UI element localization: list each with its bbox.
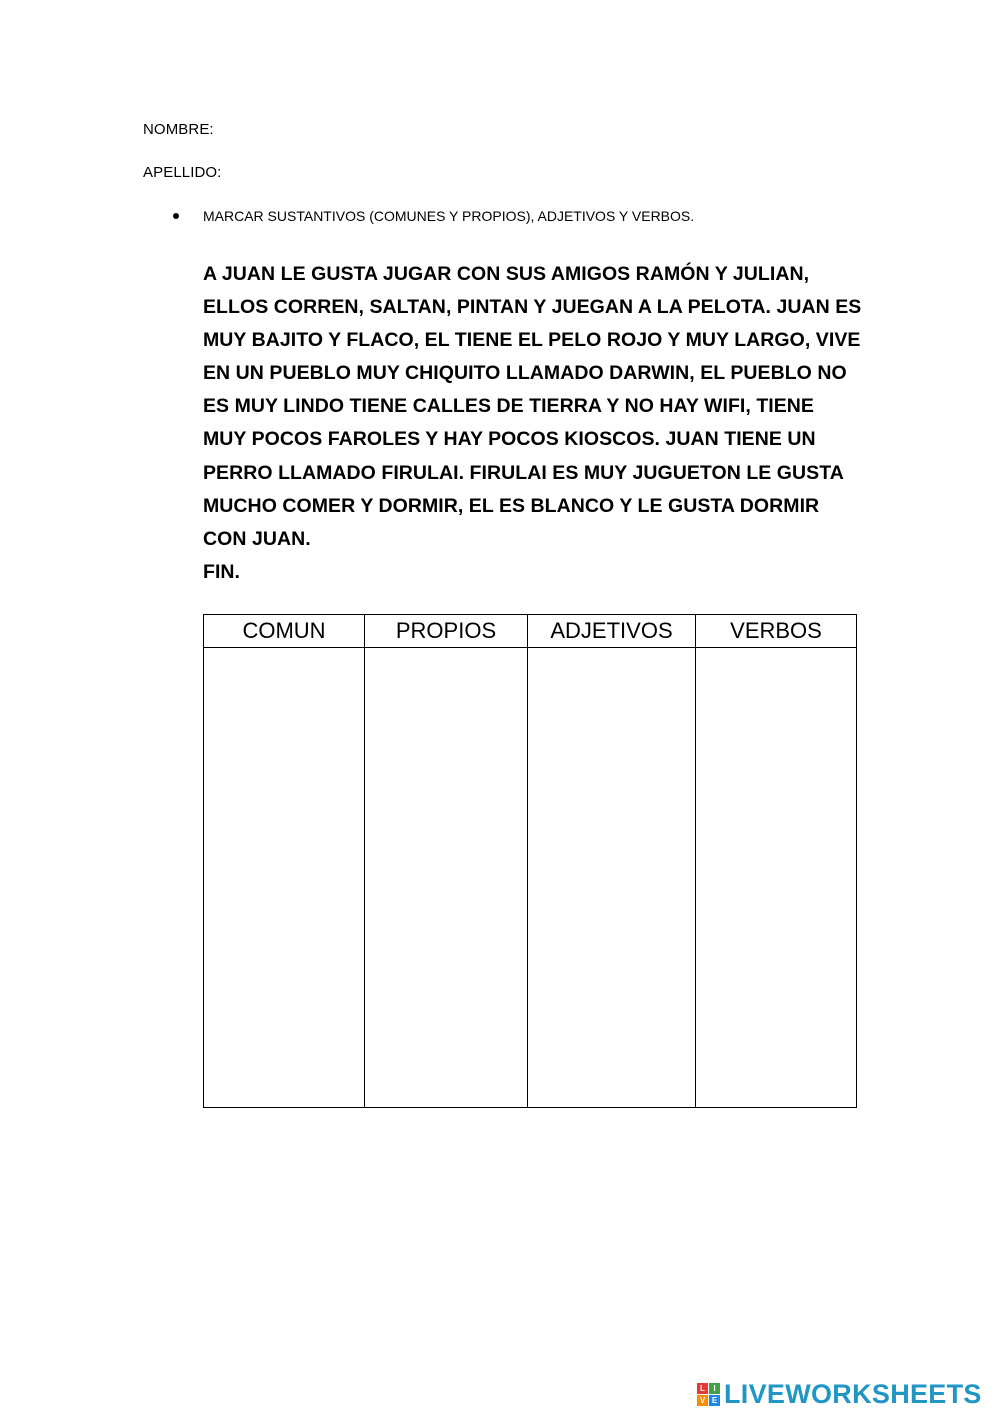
logo-block: V [697,1395,708,1406]
story-line: FIN. [203,560,241,583]
story-line: EN UN PUEBLO MUY CHIQUITO LLAMADO DARWIN, EL PUEBLO NO [203,362,847,385]
header-propios: PROPIOS [365,615,528,648]
answer-cell-adjetivos[interactable] [528,648,696,1107]
bullet-icon [173,213,179,219]
logo-block: E [709,1395,720,1406]
instruction-item [170,206,870,226]
logo-block: L [697,1383,708,1394]
header-adjetivos: ADJETIVOS [528,615,696,648]
liveworksheets-logo [697,1377,982,1411]
story-line: ELLOS CORREN, SALTAN, PINTAN Y JUEGAN A LA PELOTA. JUAN ES [203,296,862,319]
story-line: MUY BAJITO Y FLACO, EL TIENE EL PELO ROJO Y MUY LARGO, VIVE [203,329,861,352]
answer-cell-comun[interactable] [204,648,365,1107]
instruction-text: MARCAR SUSTANTIVOS (COMUNES Y PROPIOS), ADJETIVOS Y VERBOS. [203,208,695,224]
header-verbos: VERBOS [696,615,856,648]
story-line: PERRO LLAMADO FIRULAI. FIRULAI ES MUY JUGUETON LE GUSTA [203,461,844,484]
answer-cell-propios[interactable] [365,648,528,1107]
logo-text: LIVEWORKSHEETS [724,1378,982,1409]
apellido-label: APELLIDO: [143,164,222,181]
story-line: CON JUAN. [203,527,311,550]
nombre-label: NOMBRE: [143,121,214,138]
story-line: MUCHO COMER Y DORMIR, EL ES BLANCO Y LE GUSTA DORMIR [203,494,820,517]
story-line: A JUAN LE GUSTA JUGAR CON SUS AMIGOS RAMÓN Y JULIAN, [203,263,810,285]
story-line: MUY POCOS FAROLES Y HAY POCOS KIOSCOS. JUAN TIENE UN [203,428,816,451]
header-comun: COMUN [204,615,365,648]
classification-table [203,614,857,1108]
story-line: ES MUY LINDO TIENE CALLES DE TIERRA Y NO HAY WIFI, TIENE [203,395,814,418]
logo-block: I [709,1383,720,1394]
answer-cell-verbos[interactable] [696,648,856,1107]
logo-icon [697,1383,720,1406]
story-paragraph [203,258,873,589]
